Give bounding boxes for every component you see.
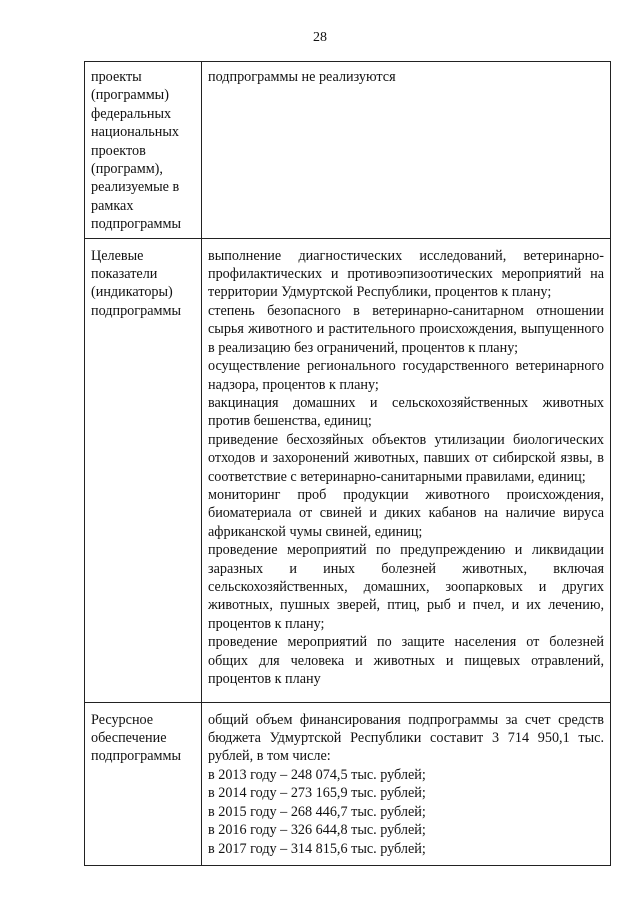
indicator-item: осуществление регионального государственного ветеринарного надзора, процентов к плану; <box>208 358 604 393</box>
label-line: обеспечение <box>91 730 167 747</box>
row-content-indicators <box>202 238 611 702</box>
label-line: подпрограммы <box>91 216 181 233</box>
funding-year-item: в 2015 году – 268 446,7 тыс. рублей; <box>208 803 426 820</box>
indicator-item: выполнение диагностических исследований, ветеринарно-профилактических и противоэпизоотических мероприятий на территории Удмуртской Республики, процентов к плану; <box>208 247 604 301</box>
passport-table <box>84 61 611 866</box>
label-line: подпрограммы <box>91 302 181 319</box>
indicator-item: вакцинация домашних и сельскохозяйственных животных против бешенства, единиц; <box>208 394 604 430</box>
label-line: (индикаторы) <box>91 284 173 301</box>
label-line: Целевые <box>91 247 144 264</box>
label-line: проектов <box>91 142 146 159</box>
indicator-item: проведение мероприятий по предупреждению и ликвидации заразных и иных болезней животных, включая сельскохозяйственных, домашних, зоопарковых и других животных, пушных зверей, птиц, рыб и пчел, и их лечению, процентов к плану; <box>208 542 604 632</box>
table-row <box>85 702 611 865</box>
table-row <box>85 238 611 702</box>
label-line: подпрограммы <box>91 748 181 765</box>
label-line: национальных <box>91 124 179 141</box>
indicator-item: приведение бесхозяйных объектов утилизации биологических отходов и захоронений животных, павших от сибирской язвы, в соответствие с ветеринарно-санитарными правилами, единиц; <box>208 431 604 485</box>
label-line: показатели <box>91 266 158 283</box>
funding-summary: общий объем финансирования подпрограммы за счет средств бюджета Удмуртской Республики составит 3 714 950,1 тыс. рублей, в том числе: <box>208 711 604 765</box>
label-line: реализуемые в <box>91 179 180 196</box>
indicator-item: проведение мероприятий по защите населения от болезней общих для человека и животных и пищевых отравлений, процентов к плану <box>208 634 604 687</box>
row-label-projects <box>85 62 202 239</box>
table-row <box>85 62 611 239</box>
page-number: 28 <box>313 30 327 45</box>
indicator-item: степень безопасного в ветеринарно-санитарном отношении сырья животного и растительного происхождения, выпущенного в реализацию без ограничений, процентов к плану; <box>208 302 604 356</box>
funding-year-item: в 2016 году – 326 644,8 тыс. рублей; <box>208 822 426 839</box>
label-line: (программ), <box>91 161 163 178</box>
label-line: проекты <box>91 69 142 85</box>
indicator-item: мониторинг проб продукции животного происхождения, биоматериала от свиней и диких кабанов на наличие вируса африканской чумы свиней, единиц; <box>208 486 604 540</box>
label-line: федеральных <box>91 105 172 122</box>
row-label-indicators <box>85 238 202 702</box>
label-line: рамках <box>91 197 134 214</box>
row-content-projects <box>202 62 611 239</box>
label-line: Ресурсное <box>91 711 154 728</box>
row-label-resources <box>85 702 202 865</box>
label-line: (программы) <box>91 87 169 104</box>
funding-year-item: в 2017 году – 314 815,6 тыс. рублей; <box>208 840 426 857</box>
content-item: подпрограммы не реализуются <box>208 69 396 85</box>
funding-year-item: в 2014 году – 273 165,9 тыс. рублей; <box>208 785 426 802</box>
row-content-resources <box>202 702 611 865</box>
funding-year-item: в 2013 году – 248 074,5 тыс. рублей; <box>208 766 426 783</box>
